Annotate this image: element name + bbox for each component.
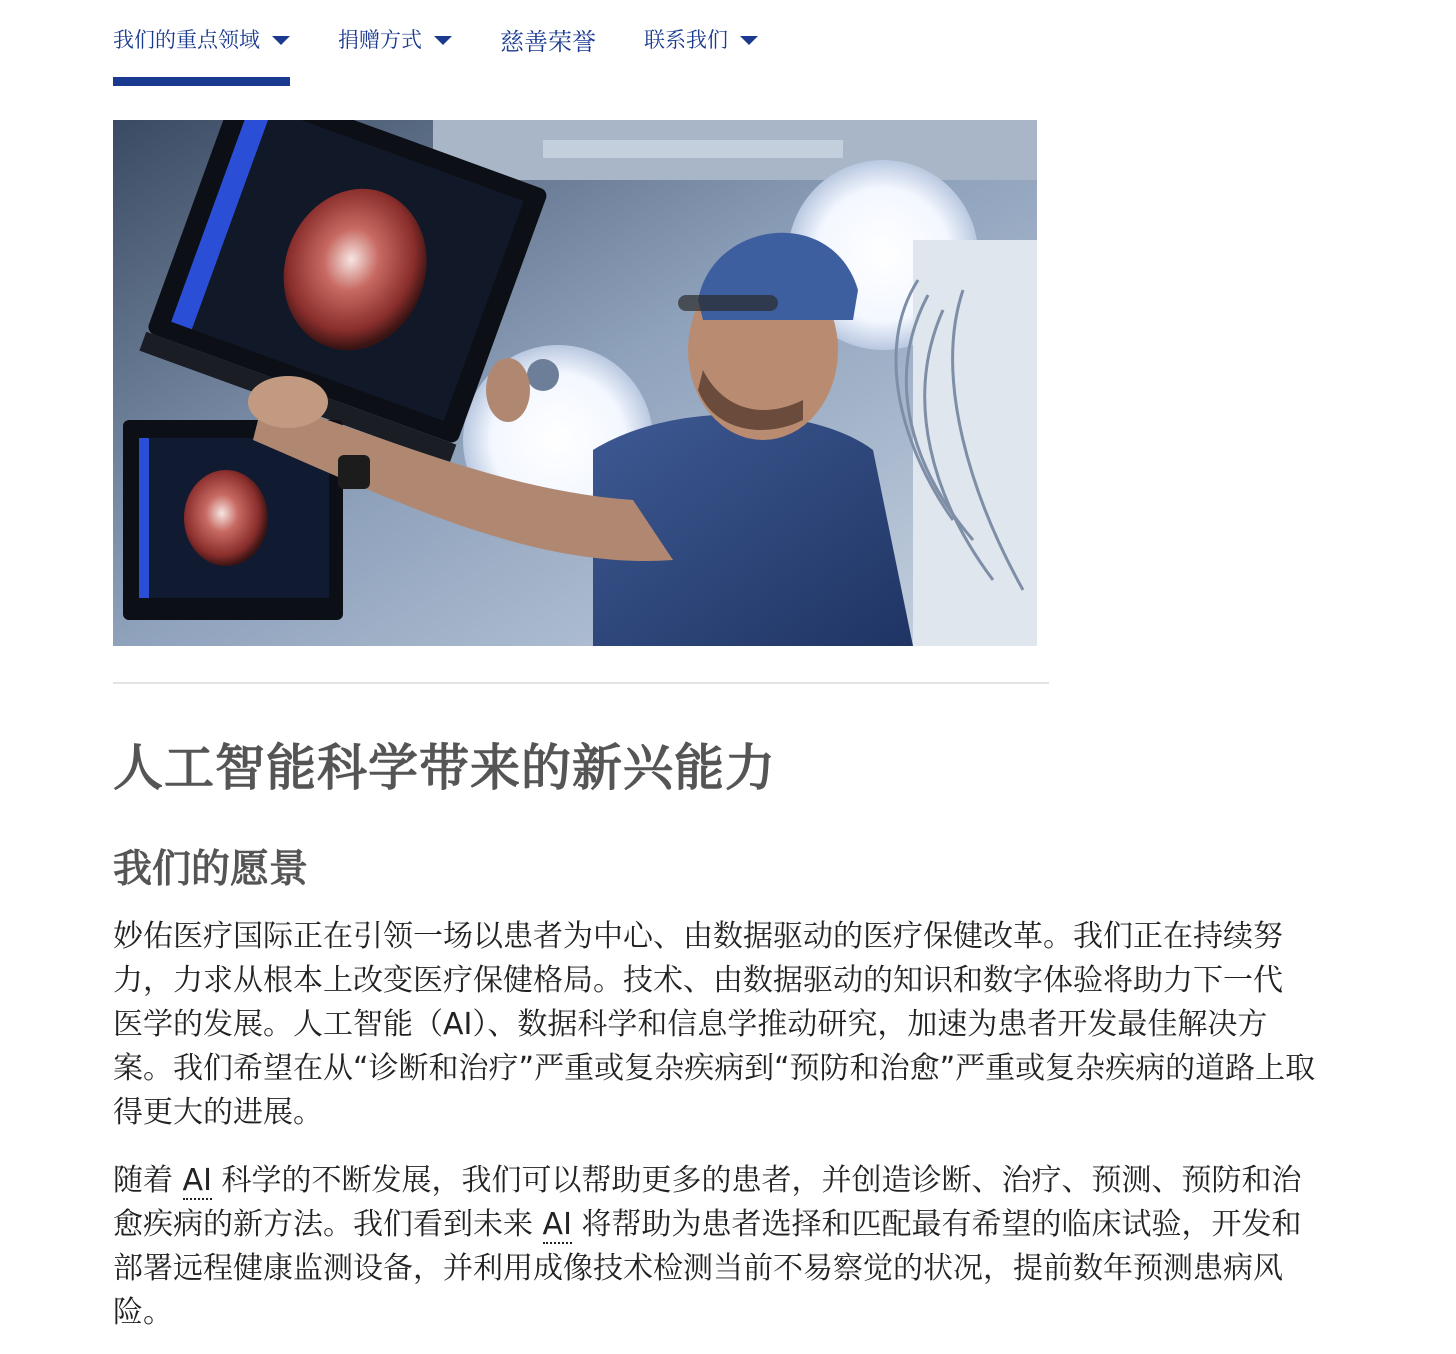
- nav-item-philanthropy-honors[interactable]: [500, 0, 596, 86]
- paragraph-line: 医学的发展。人工智能（AI）、数据科学和信息学推动研究，加速为患者开发最佳解决方: [113, 1007, 1268, 1042]
- ai-abbreviation[interactable]: AI: [182, 1163, 212, 1198]
- ai-abbreviation[interactable]: AI: [542, 1207, 572, 1242]
- hero-image: [113, 120, 1037, 646]
- paragraph-line: [113, 1159, 1381, 1203]
- nav-item-label: 联系我们: [644, 28, 728, 52]
- ai-paragraph: [113, 1159, 1381, 1335]
- paragraph-line: [113, 1203, 1381, 1247]
- paragraph-line: 险。: [113, 1295, 173, 1330]
- nav-item-ways-to-give[interactable]: [338, 0, 452, 86]
- paragraph-line: 力，力求从根本上改变医疗保健格局。技术、由数据驱动的知识和数字体验将助力下一代: [113, 963, 1283, 998]
- chevron-down-icon: [434, 36, 452, 45]
- section-heading: 我们的愿景: [113, 847, 309, 892]
- page-title: 人工智能科学带来的新兴能力: [113, 739, 776, 797]
- nav-item-label: 我们的重点领域: [113, 28, 260, 52]
- paragraph-line: 妙佑医疗国际正在引领一场以患者为中心、由数据驱动的医疗保健改革。我们正在持续努: [113, 919, 1283, 954]
- nav-item-label: 慈善荣誉: [500, 27, 596, 56]
- chevron-down-icon: [272, 36, 290, 45]
- top-nav: [113, 0, 806, 86]
- paragraph-line: 案。我们希望在从“诊断和治疗”严重或复杂疾病到“预防和治愈”严重或复杂疾病的道路上取: [113, 1051, 1316, 1086]
- nav-item-label: 捐赠方式: [338, 28, 422, 52]
- vision-paragraph: [113, 915, 1381, 1135]
- divider: [113, 682, 1049, 684]
- nav-item-focus-areas[interactable]: [113, 0, 290, 86]
- text-segment: 愈疾病的新方法。我们看到未来: [113, 1207, 543, 1242]
- text-segment: 随着: [113, 1163, 183, 1198]
- surgeon-with-monitors-image: [113, 120, 1037, 646]
- paragraph-line: 部署远程健康监测设备，并利用成像技术检测当前不易察觉的状况，提前数年预测患病风: [113, 1251, 1283, 1286]
- paragraph-line: 得更大的进展。: [113, 1095, 323, 1130]
- text-segment: 将帮助为患者选择和匹配最有希望的临床试验，开发和: [571, 1207, 1302, 1242]
- chevron-down-icon: [740, 36, 758, 45]
- nav-item-contact-us[interactable]: [644, 0, 758, 86]
- text-segment: 科学的不断发展，我们可以帮助更多的患者，并创造诊断、治疗、预测、预防和治: [211, 1163, 1302, 1198]
